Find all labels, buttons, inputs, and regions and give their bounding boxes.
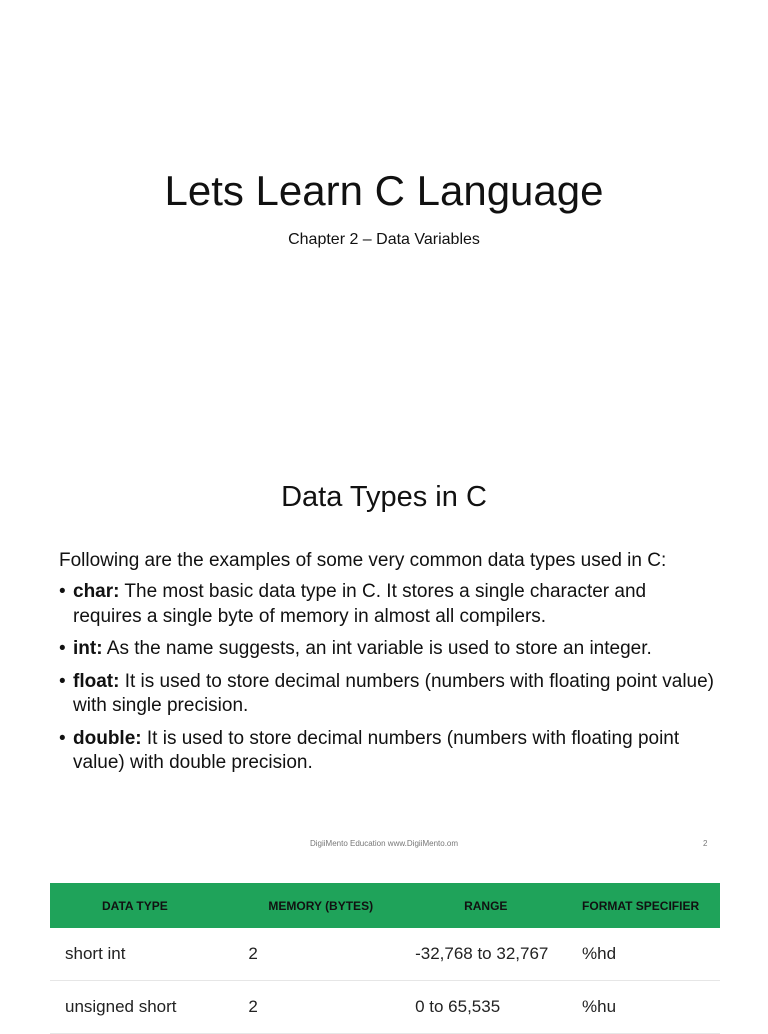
term-description: The most basic data type in C. It stores a single character and requires a single byte of memory in almost all compilers. <box>73 581 647 627</box>
list-item <box>59 727 719 776</box>
page-number: 2 <box>703 839 708 848</box>
table-cell: %hu <box>582 997 617 1016</box>
table-cell: 2 <box>248 997 258 1016</box>
slide-title: Data Types in C <box>281 481 487 513</box>
column-header: MEMORY (BYTES) <box>268 898 374 913</box>
table-row <box>50 928 720 981</box>
term-description: As the name suggests, an int variable is used to store an integer. <box>102 638 652 659</box>
column-header: DATA TYPE <box>102 898 168 913</box>
table-cell: 0 to 65,535 <box>415 997 501 1016</box>
table-cell: short int <box>65 944 126 963</box>
table-cell: %hd <box>582 944 617 963</box>
table-cell: -32,768 to 32,767 <box>415 944 549 963</box>
term-label: int: <box>73 638 103 659</box>
table-cell: 2 <box>248 944 258 963</box>
slide-title: Lets Learn C Language <box>164 167 604 214</box>
table-header <box>50 883 720 928</box>
table-cell: unsigned short <box>65 997 177 1016</box>
title-slide <box>0 0 768 440</box>
intro-text: Following are the examples of some very common data types used in C: <box>59 550 667 571</box>
bullet-icon: • <box>59 727 66 749</box>
bullet-icon: • <box>59 638 66 659</box>
header-row <box>50 883 720 928</box>
term-label: char: <box>73 581 120 602</box>
table-row <box>50 981 720 1034</box>
list-item <box>59 580 719 629</box>
term-description: It is used to store decimal numbers (numbers with floating point value) with single precision. <box>73 670 714 716</box>
slide-footer: DigiiMento Education www.DigiiMento.om <box>309 839 459 848</box>
list-item <box>59 670 719 719</box>
bullet-list <box>59 580 719 784</box>
list-item <box>59 637 719 662</box>
slide-subtitle: Chapter 2 – Data Variables <box>288 231 480 248</box>
column-header: RANGE <box>464 898 508 913</box>
term-label: double: <box>73 727 142 749</box>
data-type-table <box>50 883 720 1034</box>
term-label: float: <box>73 670 120 692</box>
bullet-icon: • <box>59 670 66 692</box>
term-description: It is used to store decimal numbers (numbers with floating point value) with double precision. <box>73 727 680 773</box>
data-types-slide <box>0 440 768 870</box>
bullet-icon: • <box>59 581 66 602</box>
column-header: FORMAT SPECIFIER <box>582 898 700 913</box>
